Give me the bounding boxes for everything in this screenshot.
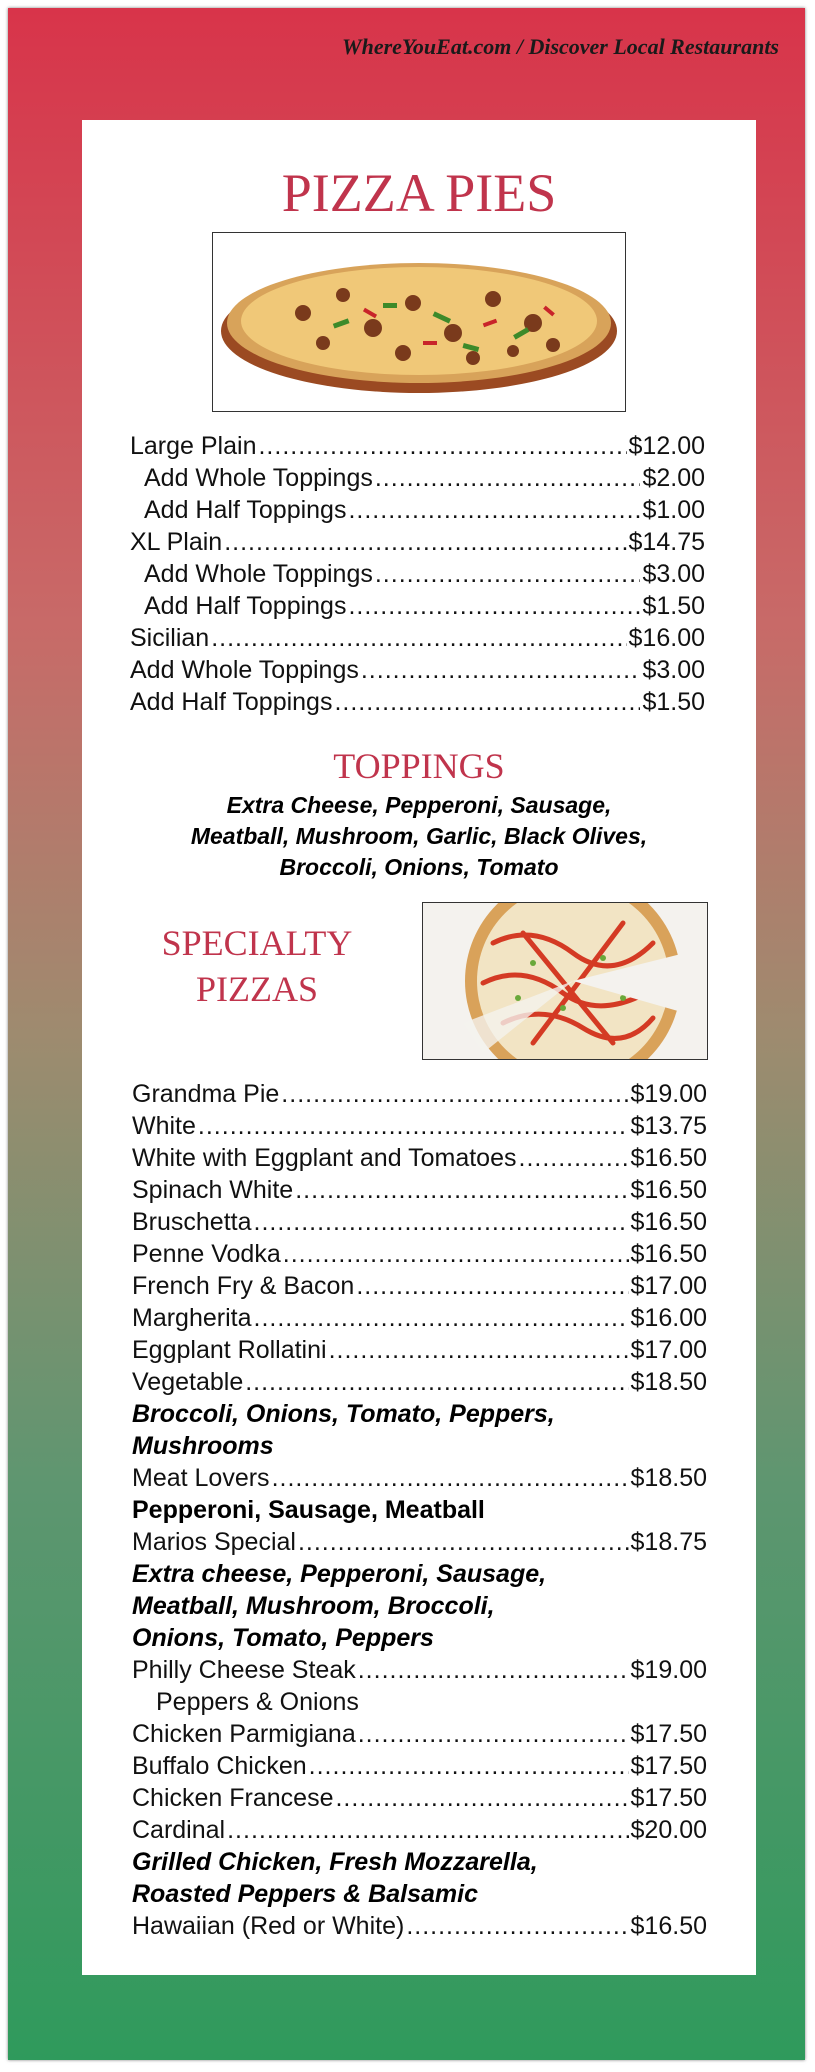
menu-item: White with Eggplant and Tomatoes ..... $16.50 (132, 1142, 707, 1174)
menu-item: Bruschetta ..... $16.50 (132, 1206, 707, 1238)
item-description: Roasted Peppers & Balsamic (132, 1880, 478, 1908)
menu-item: Marios Special ..... $18.75 (132, 1526, 707, 1558)
menu-item: Add Whole Toppings ..... $3.00 (130, 558, 705, 590)
item-description: Onions, Tomato, Peppers (132, 1624, 434, 1652)
menu-item: Add Whole Toppings ..... $2.00 (130, 462, 705, 494)
menu-item: Chicken Francese ..... $17.50 (132, 1782, 707, 1814)
menu-item: Philly Cheese Steak ..... $19.00 (132, 1654, 707, 1686)
item-description: Mushrooms (132, 1432, 274, 1460)
menu-item: Chicken Parmigiana ..... $17.50 (132, 1718, 707, 1750)
menu-item: Penne Vodka ..... $16.50 (132, 1238, 707, 1270)
menu-item: Grandma Pie ..... $19.00 (132, 1078, 707, 1110)
menu-item: Buffalo Chicken ..... $17.50 (132, 1750, 707, 1782)
menu-item: Sicilian ..... $16.00 (130, 622, 705, 654)
menu-item: Large Plain ..... $12.00 (130, 430, 705, 462)
menu-page (8, 8, 805, 2060)
menu-item: White ..... $13.75 (132, 1110, 707, 1142)
toppings-title: TOPPINGS (333, 746, 505, 786)
toppings-line: Meatball, Mushroom, Garlic, Black Olives, (190, 823, 648, 849)
item-description: Pepperoni, Sausage, Meatball (132, 1496, 485, 1524)
menu-item: Cardinal ..... $20.00 (132, 1814, 707, 1846)
item-description: Extra cheese, Pepperoni, Sausage, (132, 1560, 547, 1588)
item-description: Broccoli, Onions, Tomato, Peppers, (132, 1400, 555, 1428)
toppings-line: Extra Cheese, Pepperoni, Sausage, (226, 792, 612, 818)
menu-item: Vegetable ..... $18.50 (132, 1366, 707, 1398)
pizza-pies-list (130, 430, 705, 718)
menu-item: Add Half Toppings ..... $1.50 (130, 686, 705, 718)
menu-item: Hawaiian (Red or White) ..... $16.50 (132, 1910, 707, 1942)
toppings-line: Broccoli, Onions, Tomato (279, 854, 559, 880)
specialty-title-line: SPECIALTY (161, 923, 353, 963)
menu-item: Spinach White ..... $16.50 (132, 1174, 707, 1206)
specialty-pizza-photo (422, 902, 708, 1060)
menu-item: Eggplant Rollatini ..... $17.00 (132, 1334, 707, 1366)
specialty-title-line: PIZZAS (195, 969, 318, 1009)
menu-card (82, 120, 756, 1975)
item-description: Grilled Chicken, Fresh Mozzarella, (132, 1848, 538, 1876)
specialty-list (132, 1078, 707, 1942)
toppings-list (122, 790, 716, 883)
item-description: Peppers & Onions (156, 1688, 359, 1716)
menu-item: Meat Lovers ..... $18.50 (132, 1462, 707, 1494)
menu-item: XL Plain ..... $14.75 (130, 526, 705, 558)
site-header: WhereYouEat.com / Discover Local Restaurants (342, 34, 779, 59)
menu-item: French Fry & Bacon ..... $17.00 (132, 1270, 707, 1302)
pizza-pies-title: PIZZA PIES (281, 163, 557, 223)
menu-item: Add Half Toppings ..... $1.50 (130, 590, 705, 622)
pizza-photo (212, 232, 626, 412)
menu-item: Add Whole Toppings ..... $3.00 (130, 654, 705, 686)
menu-item: Margherita ..... $16.00 (132, 1302, 707, 1334)
specialty-title (132, 920, 382, 1012)
menu-item: Add Half Toppings ..... $1.00 (130, 494, 705, 526)
item-description: Meatball, Mushroom, Broccoli, (132, 1592, 495, 1620)
